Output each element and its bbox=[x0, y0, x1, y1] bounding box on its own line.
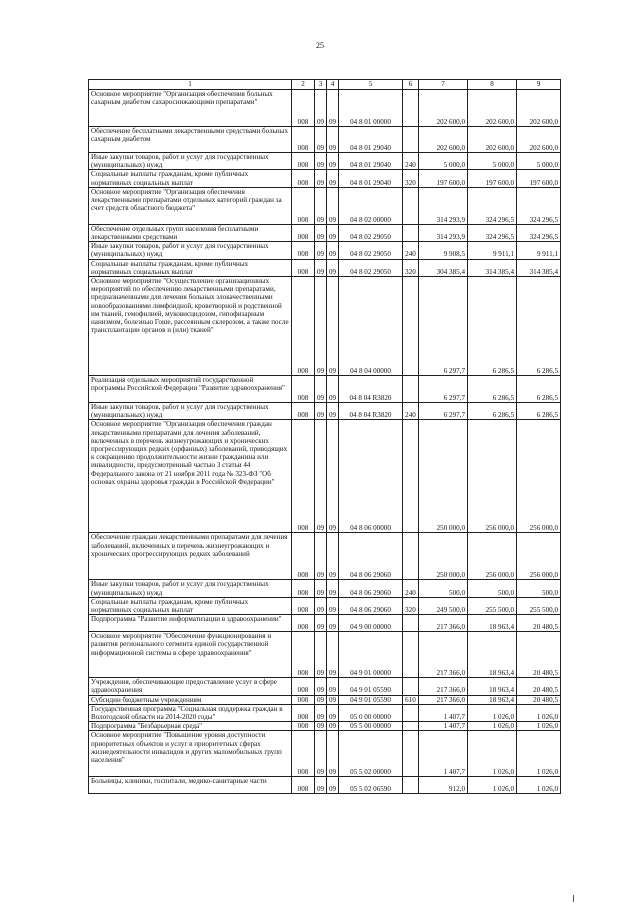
column-header: 5 bbox=[339, 80, 403, 90]
amount-col8: 18 963,4 bbox=[468, 695, 517, 704]
margin-mark bbox=[573, 895, 574, 902]
ministry-code: 008 bbox=[292, 127, 315, 153]
ministry-code: 008 bbox=[292, 376, 315, 403]
amount-col8: 6 286,5 bbox=[468, 376, 517, 403]
amount-col8: 202 600,0 bbox=[468, 90, 517, 127]
ministry-code: 008 bbox=[292, 533, 315, 580]
expense-type: 240 bbox=[403, 580, 419, 597]
expense-type bbox=[403, 704, 419, 721]
amount-col8: 6 286,5 bbox=[468, 277, 517, 376]
row-name: Подпрограмма "Безбарьерная среда" bbox=[89, 722, 292, 731]
amount-col9: 6 286,5 bbox=[517, 403, 561, 420]
amount-col8: 5 000,0 bbox=[468, 153, 517, 170]
table-row bbox=[89, 731, 561, 777]
row-name: Социальные выплаты гражданам, кроме публичных нормативных социальных выплат bbox=[89, 597, 292, 614]
row-name: Основное мероприятие "Обеспечение функционирования и развития регионального сегмента единой государственной информационной системы в сфере здравоохранения" bbox=[89, 632, 292, 678]
row-name: Иные закупки товаров, работ и услуг для государственных (муниципальных) нужд bbox=[89, 242, 292, 259]
amount-col9: 314 385,4 bbox=[517, 259, 561, 276]
table-row bbox=[89, 153, 561, 170]
budget-table bbox=[88, 79, 561, 794]
amount-col8: 9 911,1 bbox=[468, 242, 517, 259]
table-row bbox=[89, 615, 561, 632]
expense-type bbox=[403, 376, 419, 403]
ministry-code: 008 bbox=[292, 597, 315, 614]
row-name: Основное мероприятие "Организация обеспечения граждан лекарственными препаратами для лечения заболеваний, включенных в перечень жизнеугрожающих и хронических прогрессирующих редких (орфанных) заболеваний, приводящих к сокращению продолжительности жизни гражданина или инвалидности, предусмотренный частью 3 статьи 44 Федерального закона от 21 ноября 2011 года № 323-ФЗ "Об основах охраны здоровья граждан в Российской Федерации" bbox=[89, 420, 292, 533]
table-row bbox=[89, 277, 561, 376]
table-body bbox=[89, 90, 561, 794]
target-article: 04 9 00 00000 bbox=[339, 615, 403, 632]
column-header: 7 bbox=[419, 80, 468, 90]
table-row bbox=[89, 722, 561, 731]
expense-type: 320 bbox=[403, 170, 419, 187]
subsection-code: 09 bbox=[327, 615, 339, 632]
section-code: 09 bbox=[315, 722, 327, 731]
table-row bbox=[89, 170, 561, 187]
ministry-code: 008 bbox=[292, 259, 315, 276]
table-row bbox=[89, 632, 561, 678]
section-code: 09 bbox=[315, 242, 327, 259]
target-article: 04 9 01 05590 bbox=[339, 678, 403, 695]
amount-col9: 197 600,0 bbox=[517, 170, 561, 187]
expense-type: 320 bbox=[403, 259, 419, 276]
amount-col9: 6 286,5 bbox=[517, 277, 561, 376]
target-article: 04 8 04 R3820 bbox=[339, 376, 403, 403]
target-article: 04 8 06 29060 bbox=[339, 597, 403, 614]
subsection-code: 09 bbox=[327, 580, 339, 597]
row-name: Иные закупки товаров, работ и услуг для государственных (муниципальных) нужд bbox=[89, 153, 292, 170]
section-code: 09 bbox=[315, 632, 327, 678]
column-header: 8 bbox=[468, 80, 517, 90]
amount-col9: 202 600,0 bbox=[517, 127, 561, 153]
table-row bbox=[89, 90, 561, 127]
section-code: 09 bbox=[315, 127, 327, 153]
amount-col7: 202 600,0 bbox=[419, 127, 468, 153]
subsection-code: 09 bbox=[327, 90, 339, 127]
target-article: 05 5 02 06590 bbox=[339, 777, 403, 794]
expense-type bbox=[403, 127, 419, 153]
amount-col9: 9 911,1 bbox=[517, 242, 561, 259]
column-header: 4 bbox=[327, 80, 339, 90]
target-article: 04 8 01 00000 bbox=[339, 90, 403, 127]
table-row bbox=[89, 695, 561, 704]
table-row bbox=[89, 597, 561, 614]
row-name: Реализация отдельных мероприятий государственной программы Российской Федерации "Развитие здравоохранения" bbox=[89, 376, 292, 403]
amount-col7: 249 500,0 bbox=[419, 597, 468, 614]
section-code: 09 bbox=[315, 224, 327, 241]
row-name: Учреждения, обеспечивающие предоставление услуг в сфере здравоохранения bbox=[89, 678, 292, 695]
amount-col7: 5 000,0 bbox=[419, 153, 468, 170]
amount-col8: 18 963,4 bbox=[468, 615, 517, 632]
expense-type bbox=[403, 777, 419, 794]
subsection-code: 09 bbox=[327, 224, 339, 241]
amount-col7: 314 293,9 bbox=[419, 224, 468, 241]
column-header: 2 bbox=[292, 80, 315, 90]
section-code: 09 bbox=[315, 704, 327, 721]
table-row bbox=[89, 259, 561, 276]
expense-type bbox=[403, 678, 419, 695]
ministry-code: 008 bbox=[292, 678, 315, 695]
amount-col8: 202 600,0 bbox=[468, 127, 517, 153]
target-article: 04 8 02 29050 bbox=[339, 259, 403, 276]
subsection-code: 09 bbox=[327, 533, 339, 580]
table-row bbox=[89, 376, 561, 403]
amount-col8: 255 500,0 bbox=[468, 597, 517, 614]
amount-col9: 1 026,0 bbox=[517, 777, 561, 794]
section-code: 09 bbox=[315, 259, 327, 276]
amount-col7: 9 908,5 bbox=[419, 242, 468, 259]
ministry-code: 008 bbox=[292, 224, 315, 241]
section-code: 09 bbox=[315, 597, 327, 614]
expense-type bbox=[403, 731, 419, 777]
table-row bbox=[89, 420, 561, 533]
ministry-code: 008 bbox=[292, 420, 315, 533]
section-code: 09 bbox=[315, 580, 327, 597]
page-number: 25 bbox=[316, 41, 324, 50]
row-name: Основное мероприятие "Организация обеспечения больных сахарным диабетом сахароснижающими препаратами" bbox=[89, 90, 292, 127]
subsection-code: 09 bbox=[327, 153, 339, 170]
row-name: Обеспечение бесплатными лекарственными средствами больных сахарным диабетом bbox=[89, 127, 292, 153]
subsection-code: 09 bbox=[327, 632, 339, 678]
amount-col9: 6 286,5 bbox=[517, 376, 561, 403]
target-article: 04 8 01 29040 bbox=[339, 170, 403, 187]
expense-type: 610 bbox=[403, 695, 419, 704]
section-code: 09 bbox=[315, 153, 327, 170]
target-article: 05 5 02 00000 bbox=[339, 731, 403, 777]
row-name: Обеспечение граждан лекарственными препаратами для лечения заболеваний, включенных в перечень жизнеугрожающих и хронических прогрессирующих редких заболеваний bbox=[89, 533, 292, 580]
section-code: 09 bbox=[315, 170, 327, 187]
target-article: 04 8 06 29060 bbox=[339, 533, 403, 580]
row-name: Субсидии бюджетным учреждениям bbox=[89, 695, 292, 704]
table-row bbox=[89, 127, 561, 153]
target-article: 04 9 01 05590 bbox=[339, 695, 403, 704]
row-name: Государственная программа "Социальная поддержка граждан в Вологодской области на 2014-2020 годы" bbox=[89, 704, 292, 721]
amount-col7: 500,0 bbox=[419, 580, 468, 597]
amount-col8: 18 963,4 bbox=[468, 678, 517, 695]
amount-col8: 18 963,4 bbox=[468, 632, 517, 678]
amount-col7: 1 407,7 bbox=[419, 722, 468, 731]
amount-col9: 324 296,5 bbox=[517, 187, 561, 224]
amount-col9: 20 480,5 bbox=[517, 678, 561, 695]
target-article: 04 8 06 00000 bbox=[339, 420, 403, 533]
table-row bbox=[89, 242, 561, 259]
amount-col7: 6 297,7 bbox=[419, 277, 468, 376]
expense-type: 240 bbox=[403, 403, 419, 420]
ministry-code: 008 bbox=[292, 722, 315, 731]
table-row bbox=[89, 403, 561, 420]
subsection-code: 09 bbox=[327, 277, 339, 376]
amount-col9: 202 600,0 bbox=[517, 90, 561, 127]
target-article: 04 8 01 29040 bbox=[339, 127, 403, 153]
ministry-code: 008 bbox=[292, 731, 315, 777]
section-code: 09 bbox=[315, 695, 327, 704]
expense-type bbox=[403, 90, 419, 127]
amount-col9: 20 480,5 bbox=[517, 615, 561, 632]
amount-col9: 256 000,0 bbox=[517, 533, 561, 580]
amount-col8: 1 026,0 bbox=[468, 777, 517, 794]
expense-type bbox=[403, 722, 419, 731]
amount-col7: 197 600,0 bbox=[419, 170, 468, 187]
ministry-code: 008 bbox=[292, 777, 315, 794]
amount-col8: 324 296,5 bbox=[468, 187, 517, 224]
amount-col7: 250 000,0 bbox=[419, 420, 468, 533]
column-header: 1 bbox=[89, 80, 292, 90]
subsection-code: 09 bbox=[327, 242, 339, 259]
amount-col8: 1 026,0 bbox=[468, 704, 517, 721]
amount-col9: 1 026,0 bbox=[517, 731, 561, 777]
amount-col9: 5 000,0 bbox=[517, 153, 561, 170]
target-article: 04 8 06 29060 bbox=[339, 580, 403, 597]
subsection-code: 09 bbox=[327, 170, 339, 187]
target-article: 04 8 02 00000 bbox=[339, 187, 403, 224]
row-name: Иные закупки товаров, работ и услуг для государственных (муниципальных) нужд bbox=[89, 403, 292, 420]
target-article: 04 8 02 29050 bbox=[339, 242, 403, 259]
table-row bbox=[89, 224, 561, 241]
expense-type: 240 bbox=[403, 153, 419, 170]
amount-col7: 217 366,0 bbox=[419, 615, 468, 632]
row-name: Подпрограмма "Развитие информатизации в здравоохранении" bbox=[89, 615, 292, 632]
expense-type bbox=[403, 533, 419, 580]
section-code: 09 bbox=[315, 420, 327, 533]
column-header: 3 bbox=[315, 80, 327, 90]
amount-col7: 304 385,4 bbox=[419, 259, 468, 276]
ministry-code: 008 bbox=[292, 580, 315, 597]
section-code: 09 bbox=[315, 678, 327, 695]
amount-col9: 1 026,0 bbox=[517, 722, 561, 731]
subsection-code: 09 bbox=[327, 597, 339, 614]
row-name: Больницы, клиники, госпитали, медико-санитарные части bbox=[89, 777, 292, 794]
expense-type: 240 bbox=[403, 242, 419, 259]
target-article: 04 8 01 29040 bbox=[339, 153, 403, 170]
amount-col8: 1 026,0 bbox=[468, 731, 517, 777]
amount-col7: 202 600,0 bbox=[419, 90, 468, 127]
amount-col8: 314 385,4 bbox=[468, 259, 517, 276]
section-code: 09 bbox=[315, 187, 327, 224]
row-name: Основное мероприятие "Повышение уровня доступности приоритетных объектов и услуг в приоритетных сферах жизнедеятельности инвалидов и других маломобильных групп населения" bbox=[89, 731, 292, 777]
ministry-code: 008 bbox=[292, 242, 315, 259]
row-name: Социальные выплаты гражданам, кроме публичных нормативных социальных выплат bbox=[89, 259, 292, 276]
row-name: Основное мероприятие "Осуществление организационных мероприятий по обеспечению лекарственными препаратами, предназначенными для лечения больных злокачественными новообразованиями лимфоидной, кроветворной и родственной им тканей, гемофилией, муковисцидозом, гипофизарным нанизмом, болезнью Гоше, рассеянным склерозом, а также после трансплантации органов и (или) тканей" bbox=[89, 277, 292, 376]
amount-col9: 500,0 bbox=[517, 580, 561, 597]
section-code: 09 bbox=[315, 403, 327, 420]
amount-col9: 20 480,5 bbox=[517, 695, 561, 704]
subsection-code: 09 bbox=[327, 777, 339, 794]
amount-col7: 6 297,7 bbox=[419, 376, 468, 403]
ministry-code: 008 bbox=[292, 632, 315, 678]
subsection-code: 09 bbox=[327, 704, 339, 721]
ministry-code: 008 bbox=[292, 704, 315, 721]
expense-type bbox=[403, 277, 419, 376]
subsection-code: 09 bbox=[327, 127, 339, 153]
amount-col8: 6 286,5 bbox=[468, 403, 517, 420]
section-code: 09 bbox=[315, 533, 327, 580]
column-header: 9 bbox=[517, 80, 561, 90]
table-header-row bbox=[89, 80, 561, 90]
ministry-code: 008 bbox=[292, 170, 315, 187]
row-name: Иные закупки товаров, работ и услуг для государственных (муниципальных) нужд bbox=[89, 580, 292, 597]
section-code: 09 bbox=[315, 277, 327, 376]
ministry-code: 008 bbox=[292, 90, 315, 127]
table-row bbox=[89, 777, 561, 794]
amount-col7: 1 407,7 bbox=[419, 704, 468, 721]
subsection-code: 09 bbox=[327, 420, 339, 533]
amount-col7: 6 297,7 bbox=[419, 403, 468, 420]
expense-type bbox=[403, 632, 419, 678]
amount-col8: 256 000,0 bbox=[468, 533, 517, 580]
amount-col9: 1 026,0 bbox=[517, 704, 561, 721]
subsection-code: 09 bbox=[327, 376, 339, 403]
amount-col8: 256 000,0 bbox=[468, 420, 517, 533]
subsection-code: 09 bbox=[327, 678, 339, 695]
ministry-code: 008 bbox=[292, 403, 315, 420]
subsection-code: 09 bbox=[327, 722, 339, 731]
amount-col7: 217 366,0 bbox=[419, 678, 468, 695]
amount-col7: 912,0 bbox=[419, 777, 468, 794]
section-code: 09 bbox=[315, 731, 327, 777]
ministry-code: 008 bbox=[292, 187, 315, 224]
expense-type bbox=[403, 615, 419, 632]
amount-col9: 324 296,5 bbox=[517, 224, 561, 241]
table-row bbox=[89, 580, 561, 597]
subsection-code: 09 bbox=[327, 731, 339, 777]
amount-col7: 250 000,0 bbox=[419, 533, 468, 580]
subsection-code: 09 bbox=[327, 695, 339, 704]
table-row bbox=[89, 678, 561, 695]
ministry-code: 008 bbox=[292, 153, 315, 170]
table-row bbox=[89, 533, 561, 580]
section-code: 09 bbox=[315, 777, 327, 794]
target-article: 04 9 01 00000 bbox=[339, 632, 403, 678]
subsection-code: 09 bbox=[327, 259, 339, 276]
amount-col8: 1 026,0 bbox=[468, 722, 517, 731]
amount-col9: 256 000,0 bbox=[517, 420, 561, 533]
expense-type bbox=[403, 224, 419, 241]
amount-col9: 255 500,0 bbox=[517, 597, 561, 614]
target-article: 04 8 04 R3820 bbox=[339, 403, 403, 420]
ministry-code: 008 bbox=[292, 277, 315, 376]
table-row bbox=[89, 187, 561, 224]
ministry-code: 008 bbox=[292, 695, 315, 704]
row-name: Основное мероприятие "Организация обеспечения лекарственными препаратами отдельных категорий граждан за счет средств областного бюджета" bbox=[89, 187, 292, 224]
section-code: 09 bbox=[315, 615, 327, 632]
amount-col8: 500,0 bbox=[468, 580, 517, 597]
expense-type: 320 bbox=[403, 597, 419, 614]
subsection-code: 09 bbox=[327, 403, 339, 420]
expense-type bbox=[403, 420, 419, 533]
target-article: 04 8 04 00000 bbox=[339, 277, 403, 376]
amount-col9: 20 480,5 bbox=[517, 632, 561, 678]
row-name: Социальные выплаты гражданам, кроме публичных нормативных социальных выплат bbox=[89, 170, 292, 187]
target-article: 05 0 00 00000 bbox=[339, 704, 403, 721]
section-code: 09 bbox=[315, 90, 327, 127]
amount-col8: 324 296,5 bbox=[468, 224, 517, 241]
section-code: 09 bbox=[315, 376, 327, 403]
amount-col7: 314 293,9 bbox=[419, 187, 468, 224]
amount-col7: 217 366,0 bbox=[419, 695, 468, 704]
amount-col7: 1 407,7 bbox=[419, 731, 468, 777]
table-row bbox=[89, 704, 561, 721]
target-article: 05 5 00 00000 bbox=[339, 722, 403, 731]
ministry-code: 008 bbox=[292, 615, 315, 632]
row-name: Обеспечение отдельных групп населения бесплатными лекарственными средствами bbox=[89, 224, 292, 241]
subsection-code: 09 bbox=[327, 187, 339, 224]
column-header: 6 bbox=[403, 80, 419, 90]
target-article: 04 8 02 29050 bbox=[339, 224, 403, 241]
amount-col7: 217 366,0 bbox=[419, 632, 468, 678]
expense-type bbox=[403, 187, 419, 224]
amount-col8: 197 600,0 bbox=[468, 170, 517, 187]
